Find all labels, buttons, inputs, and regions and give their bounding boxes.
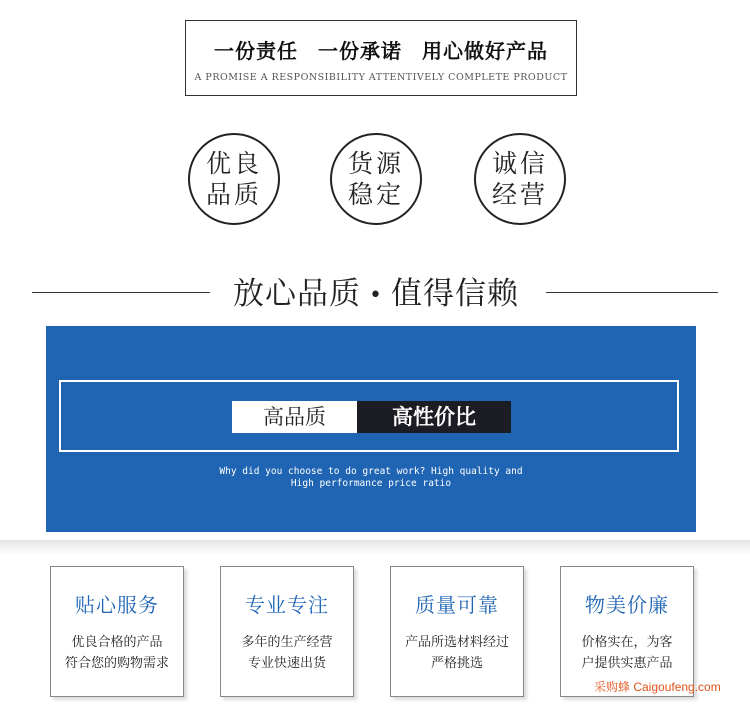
circle-line2: 品质 [205, 180, 262, 209]
quality-banner [46, 326, 696, 532]
card-professional [220, 566, 354, 697]
headline-rule-left [32, 292, 210, 293]
card-text [221, 632, 353, 674]
card-text [51, 632, 183, 674]
promise-item-commitment: 一份承诺 [318, 39, 402, 63]
tag-high-value: 高性价比 [357, 401, 511, 433]
card-title: 贴心服务 [75, 593, 159, 617]
headline-dot: • [369, 283, 383, 308]
circle-line1: 诚信 [491, 149, 548, 178]
promise-box [185, 20, 577, 96]
card-text-line2: 户提供实惠产品 [581, 656, 673, 671]
card-title: 质量可靠 [415, 593, 499, 617]
circle-line2: 稳定 [347, 180, 404, 209]
card-text-line2: 专业快速出货 [247, 656, 326, 671]
card-title: 专业专注 [245, 593, 329, 617]
headline-rule-right [546, 292, 718, 293]
circle-quality [188, 133, 280, 225]
card-title: 物美价廉 [585, 593, 669, 617]
banner-english-line1: Why did you choose to do great work? High quality and [219, 466, 523, 477]
card-text-line2: 严格挑选 [430, 656, 483, 671]
banner-english-line2: High performance price ratio [290, 478, 452, 489]
banner-shadow [0, 540, 750, 556]
card-text-line1: 产品所选材料经过 [404, 635, 509, 650]
watermark: 采购蜂 Caigoufeng.com [594, 680, 721, 694]
tag-high-quality: 高品质 [232, 401, 357, 433]
promise-item-product: 用心做好产品 [422, 39, 548, 63]
promise-subtitle: A PROMISE A RESPONSIBILITY ATTENTIVELY COMPLETE PRODUCT [194, 72, 568, 83]
headline-left: 放心品质 [233, 276, 361, 312]
promise-item-responsibility: 一份责任 [214, 39, 298, 63]
card-reliable [390, 566, 524, 697]
circle-integrity [474, 133, 566, 225]
circle-line2: 经营 [491, 180, 548, 209]
card-text-line2: 符合您的购物需求 [64, 656, 169, 671]
circle-line1: 货源 [347, 149, 404, 178]
promise-slogans [186, 35, 576, 64]
card-text-line1: 多年的生产经营 [241, 635, 333, 650]
card-text-line1: 优良合格的产品 [71, 635, 163, 650]
banner-english-text [46, 466, 696, 490]
circle-supply [330, 133, 422, 225]
card-text-line1: 价格实在，为客 [581, 635, 673, 650]
headline [206, 268, 546, 313]
card-text [561, 632, 693, 674]
headline-right: 值得信赖 [390, 276, 519, 312]
card-service [50, 566, 184, 697]
circle-line1: 优良 [205, 149, 262, 178]
card-text [391, 632, 523, 674]
